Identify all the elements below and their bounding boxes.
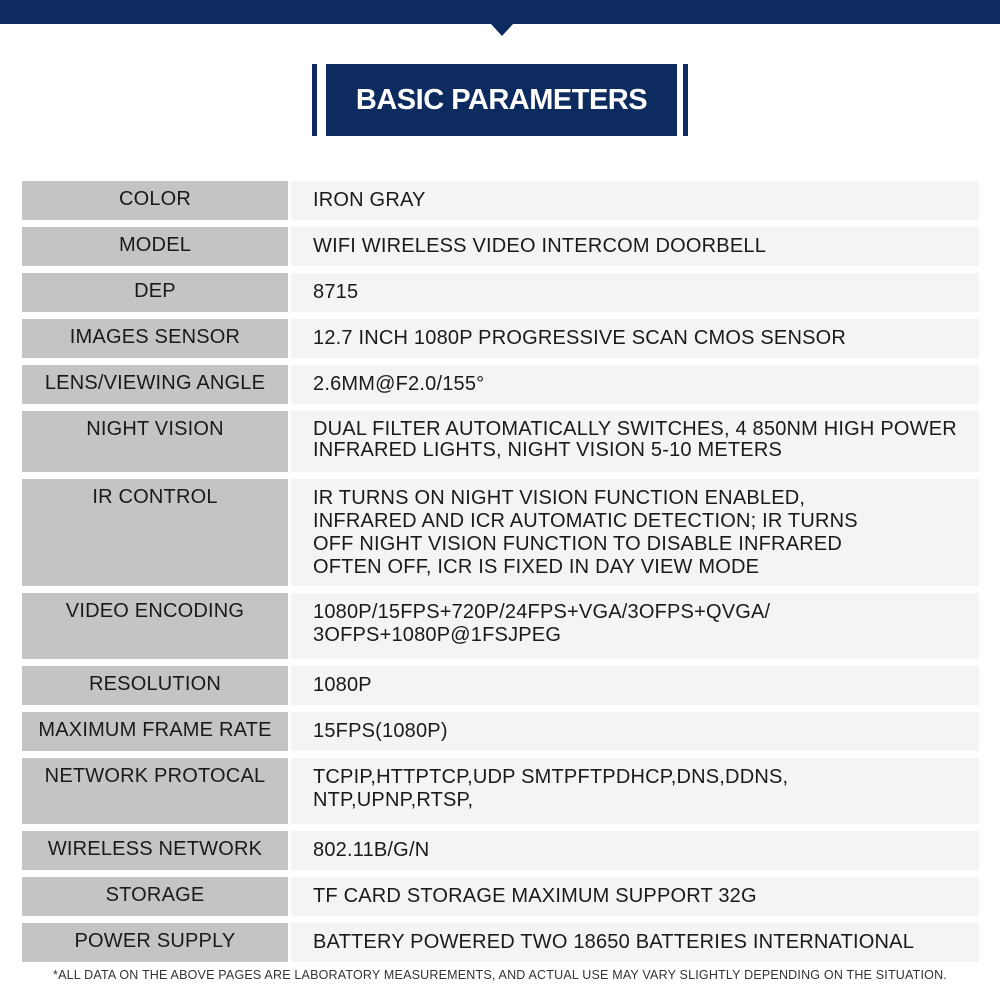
row-label: POWER SUPPLY bbox=[22, 923, 288, 962]
row-value: 1080P/15FPS+720P/24FPS+VGA/3OFPS+QVGA/ 3OFPS+1080P@1FSJPEG bbox=[291, 593, 979, 659]
row-label: IMAGES SENSOR bbox=[22, 319, 288, 358]
table-row bbox=[22, 666, 979, 705]
row-value: BATTERY POWERED TWO 18650 BATTERIES INTERNATIONAL bbox=[291, 923, 979, 962]
row-label: DEP bbox=[22, 273, 288, 312]
table-row bbox=[22, 227, 979, 266]
table-row bbox=[22, 365, 979, 404]
table-row bbox=[22, 923, 979, 962]
row-value: IRON GRAY bbox=[291, 181, 979, 220]
table-row bbox=[22, 831, 979, 870]
row-label: WIRELESS NETWORK bbox=[22, 831, 288, 870]
row-label: VIDEO ENCODING bbox=[22, 593, 288, 659]
table-row bbox=[22, 273, 979, 312]
row-value: 12.7 INCH 1080P PROGRESSIVE SCAN CMOS SENSOR bbox=[291, 319, 979, 358]
title-left-stripe bbox=[312, 64, 317, 136]
table-row bbox=[22, 319, 979, 358]
row-label: RESOLUTION bbox=[22, 666, 288, 705]
page-title: BASIC PARAMETERS bbox=[326, 64, 677, 136]
row-value: TCPIP,HTTPTCP,UDP SMTPFTPDHCP,DNS,DDNS, NTP,UPNP,RTSP, bbox=[291, 758, 979, 824]
row-value: 802.11B/G/N bbox=[291, 831, 979, 870]
row-value: TF CARD STORAGE MAXIMUM SUPPORT 32G bbox=[291, 877, 979, 916]
row-label: COLOR bbox=[22, 181, 288, 220]
row-value: DUAL FILTER AUTOMATICALLY SWITCHES, 4 850NM HIGH POWER INFRARED LIGHTS, NIGHT VISION 5-10 METERS bbox=[291, 411, 979, 472]
row-value: 1080P bbox=[291, 666, 979, 705]
row-value: 8715 bbox=[291, 273, 979, 312]
disclaimer-footnote: *ALL DATA ON THE ABOVE PAGES ARE LABORATORY MEASUREMENTS, AND ACTUAL USE MAY VARY SLIGHTLY DEPENDING ON THE SITUATION. bbox=[53, 968, 947, 982]
table-row bbox=[22, 877, 979, 916]
table-row bbox=[22, 593, 979, 659]
row-label: NETWORK PROTOCAL bbox=[22, 758, 288, 824]
row-value: WIFI WIRELESS VIDEO INTERCOM DOORBELL bbox=[291, 227, 979, 266]
title-right-stripe bbox=[683, 64, 688, 136]
table-row bbox=[22, 712, 979, 751]
row-label: IR CONTROL bbox=[22, 479, 288, 586]
row-value: 2.6MM@F2.0/155° bbox=[291, 365, 979, 404]
table-row bbox=[22, 181, 979, 220]
table-row bbox=[22, 758, 979, 824]
table-row bbox=[22, 411, 979, 472]
row-label: MODEL bbox=[22, 227, 288, 266]
row-label: MAXIMUM FRAME RATE bbox=[22, 712, 288, 751]
row-value: IR TURNS ON NIGHT VISION FUNCTION ENABLED, INFRARED AND ICR AUTOMATIC DETECTION; IR TURNS OFF NIGHT VISION FUNCTION TO DISABLE INFRARED OFTEN OFF, ICR IS FIXED IN DAY VIEW MODE bbox=[291, 479, 979, 586]
parameters-table bbox=[22, 181, 979, 969]
top-banner-bar bbox=[0, 0, 1000, 24]
row-label: STORAGE bbox=[22, 877, 288, 916]
banner-notch bbox=[491, 24, 513, 36]
row-value: 15FPS(1080P) bbox=[291, 712, 979, 751]
table-row bbox=[22, 479, 979, 586]
row-label: LENS/VIEWING ANGLE bbox=[22, 365, 288, 404]
row-label: NIGHT VISION bbox=[22, 411, 288, 472]
